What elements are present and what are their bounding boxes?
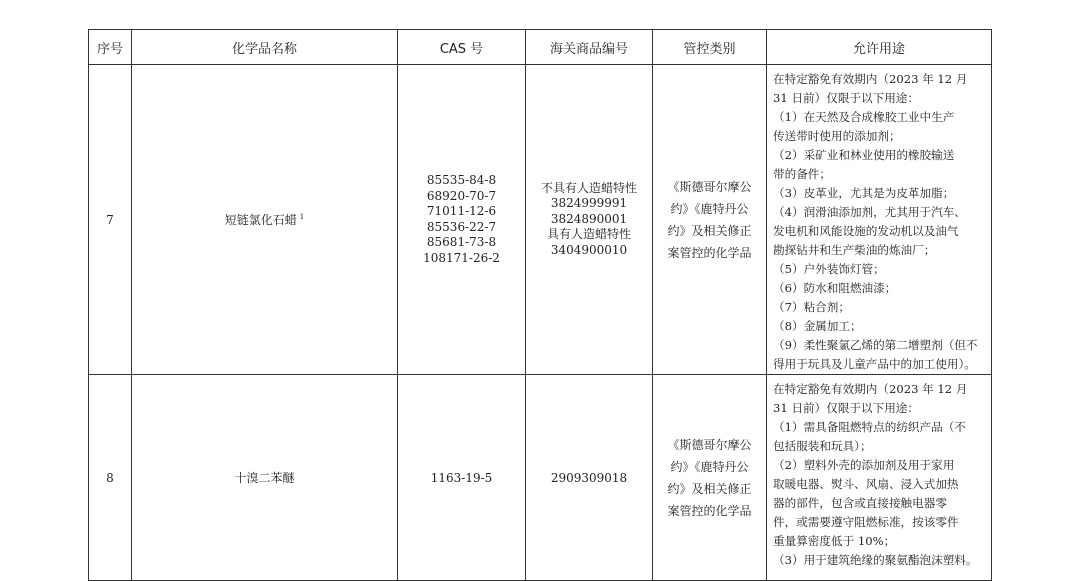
control-line: 约》及相关修正: [667, 481, 752, 496]
header-cas-number: CAS 号: [398, 30, 526, 65]
cas-number: 71011-12-6: [426, 204, 497, 218]
usage-line: （6）防水和阻燃油漆；: [773, 281, 897, 295]
usage-line: （5）户外装饰灯管；: [773, 262, 885, 276]
usage-line: （3）用于建筑绝缘的聚氨酯泡沫塑料。: [773, 553, 978, 567]
header-permitted-use: 允许用途: [767, 30, 992, 65]
customs-line: 3404900010: [550, 242, 628, 257]
cas-number: 68920-70-7: [426, 188, 497, 203]
control-line: 约》《鹿特丹公: [670, 201, 749, 216]
usage-line: 发电机和风能设施的发动机以及油气: [773, 224, 959, 238]
row-seq: 7: [89, 65, 132, 375]
footnote-marker: 1: [299, 213, 305, 221]
usage-line: （9）柔性聚氯乙烯的第二增塑剂（但不: [773, 338, 978, 352]
usage-line: （2）采矿业和林业使用的橡胶输送: [773, 148, 955, 162]
cas-number: 85535-84-8: [426, 173, 497, 187]
cas-number: 1163-19-5: [430, 470, 493, 485]
customs-line: 3824890001: [550, 211, 628, 226]
control-line: 案管控的化学品: [667, 245, 752, 260]
cas-cell: [398, 375, 526, 581]
control-line: 约》《鹿特丹公: [670, 459, 749, 474]
usage-line: 传送带时使用的添加剂；: [773, 129, 901, 143]
row-seq: 8: [89, 375, 132, 581]
control-line: 约》及相关修正: [667, 223, 752, 238]
usage-line: 在特定豁免有效期内（2023 年 12 月: [773, 72, 968, 86]
usage-line: （2）塑料外壳的添加剂及用于家用: [773, 458, 955, 472]
customs-line: 3824999991: [550, 196, 628, 211]
customs-cell: [526, 375, 653, 581]
usage-line: 勘探钻井和生产柴油的炼油厂；: [773, 243, 936, 257]
header-seq: 序号: [89, 30, 132, 65]
cas-cell: [398, 65, 526, 375]
customs-cell: [526, 65, 653, 375]
usage-line: （4）润滑油添加剂，尤其用于汽车、: [773, 205, 966, 219]
usage-line: 取暖电器、熨斗、风扇、浸入式加热: [773, 477, 959, 491]
chemical-name: 短链氯化石蜡: [224, 213, 297, 227]
usage-line: （3）皮革业，尤其是为皮革加脂；: [773, 186, 955, 200]
permitted-use-cell: [767, 375, 992, 581]
cas-number: 85681-73-8: [426, 235, 497, 249]
usage-line: （1）需具备阻燃特点的纺织产品（不: [773, 420, 966, 434]
chemical-control-table: [88, 29, 992, 581]
customs-line: 具有人造蜡特性: [546, 227, 631, 242]
usage-line: 器的部件，包含或直接接触电器零: [773, 496, 947, 510]
table-header-row: [89, 30, 992, 65]
header-chemical-name: 化学品名称: [132, 30, 398, 65]
usage-line: 31 日前）仅限于以下用途：: [773, 91, 919, 105]
usage-line: （8）金属加工；: [773, 319, 862, 333]
table-row: [89, 65, 992, 375]
permitted-use-cell: [767, 65, 992, 375]
customs-line: 不具有人造蜡特性: [540, 180, 637, 195]
control-category-cell: [653, 375, 767, 581]
usage-line: 重量算密度低于 10%；: [773, 534, 896, 548]
control-category-cell: [653, 65, 767, 375]
header-customs-code: 海关商品编号: [526, 30, 653, 65]
usage-line: 得用于玩具及儿童产品中的加工使用）。: [773, 357, 976, 371]
control-line: 《斯德哥尔摩公: [667, 179, 752, 194]
chemical-name-cell: [132, 375, 398, 581]
chemical-name: 十溴二苯醚: [234, 471, 295, 485]
usage-line: 带的备件；: [773, 167, 831, 181]
usage-line: （1）在天然及合成橡胶工业中生产: [773, 110, 955, 124]
table-row: [89, 375, 992, 581]
usage-line: 31 日前）仅限于以下用途：: [773, 401, 919, 415]
customs-line: 2909309018: [550, 470, 628, 485]
usage-line: （7）粘合剂；: [773, 300, 850, 314]
chemical-name-cell: [132, 65, 398, 375]
usage-line: 包括服装和玩具）；: [773, 439, 872, 453]
control-line: 案管控的化学品: [667, 503, 752, 518]
cas-number: 85536-22-7: [426, 219, 497, 234]
control-line: 《斯德哥尔摩公: [667, 437, 752, 452]
cas-number: 108171-26-2: [423, 250, 500, 265]
usage-line: 件，或需要遵守阻燃标准，按该零件: [773, 515, 959, 529]
usage-line: 在特定豁免有效期内（2023 年 12 月: [773, 382, 968, 396]
header-control-category: 管控类别: [653, 30, 767, 65]
